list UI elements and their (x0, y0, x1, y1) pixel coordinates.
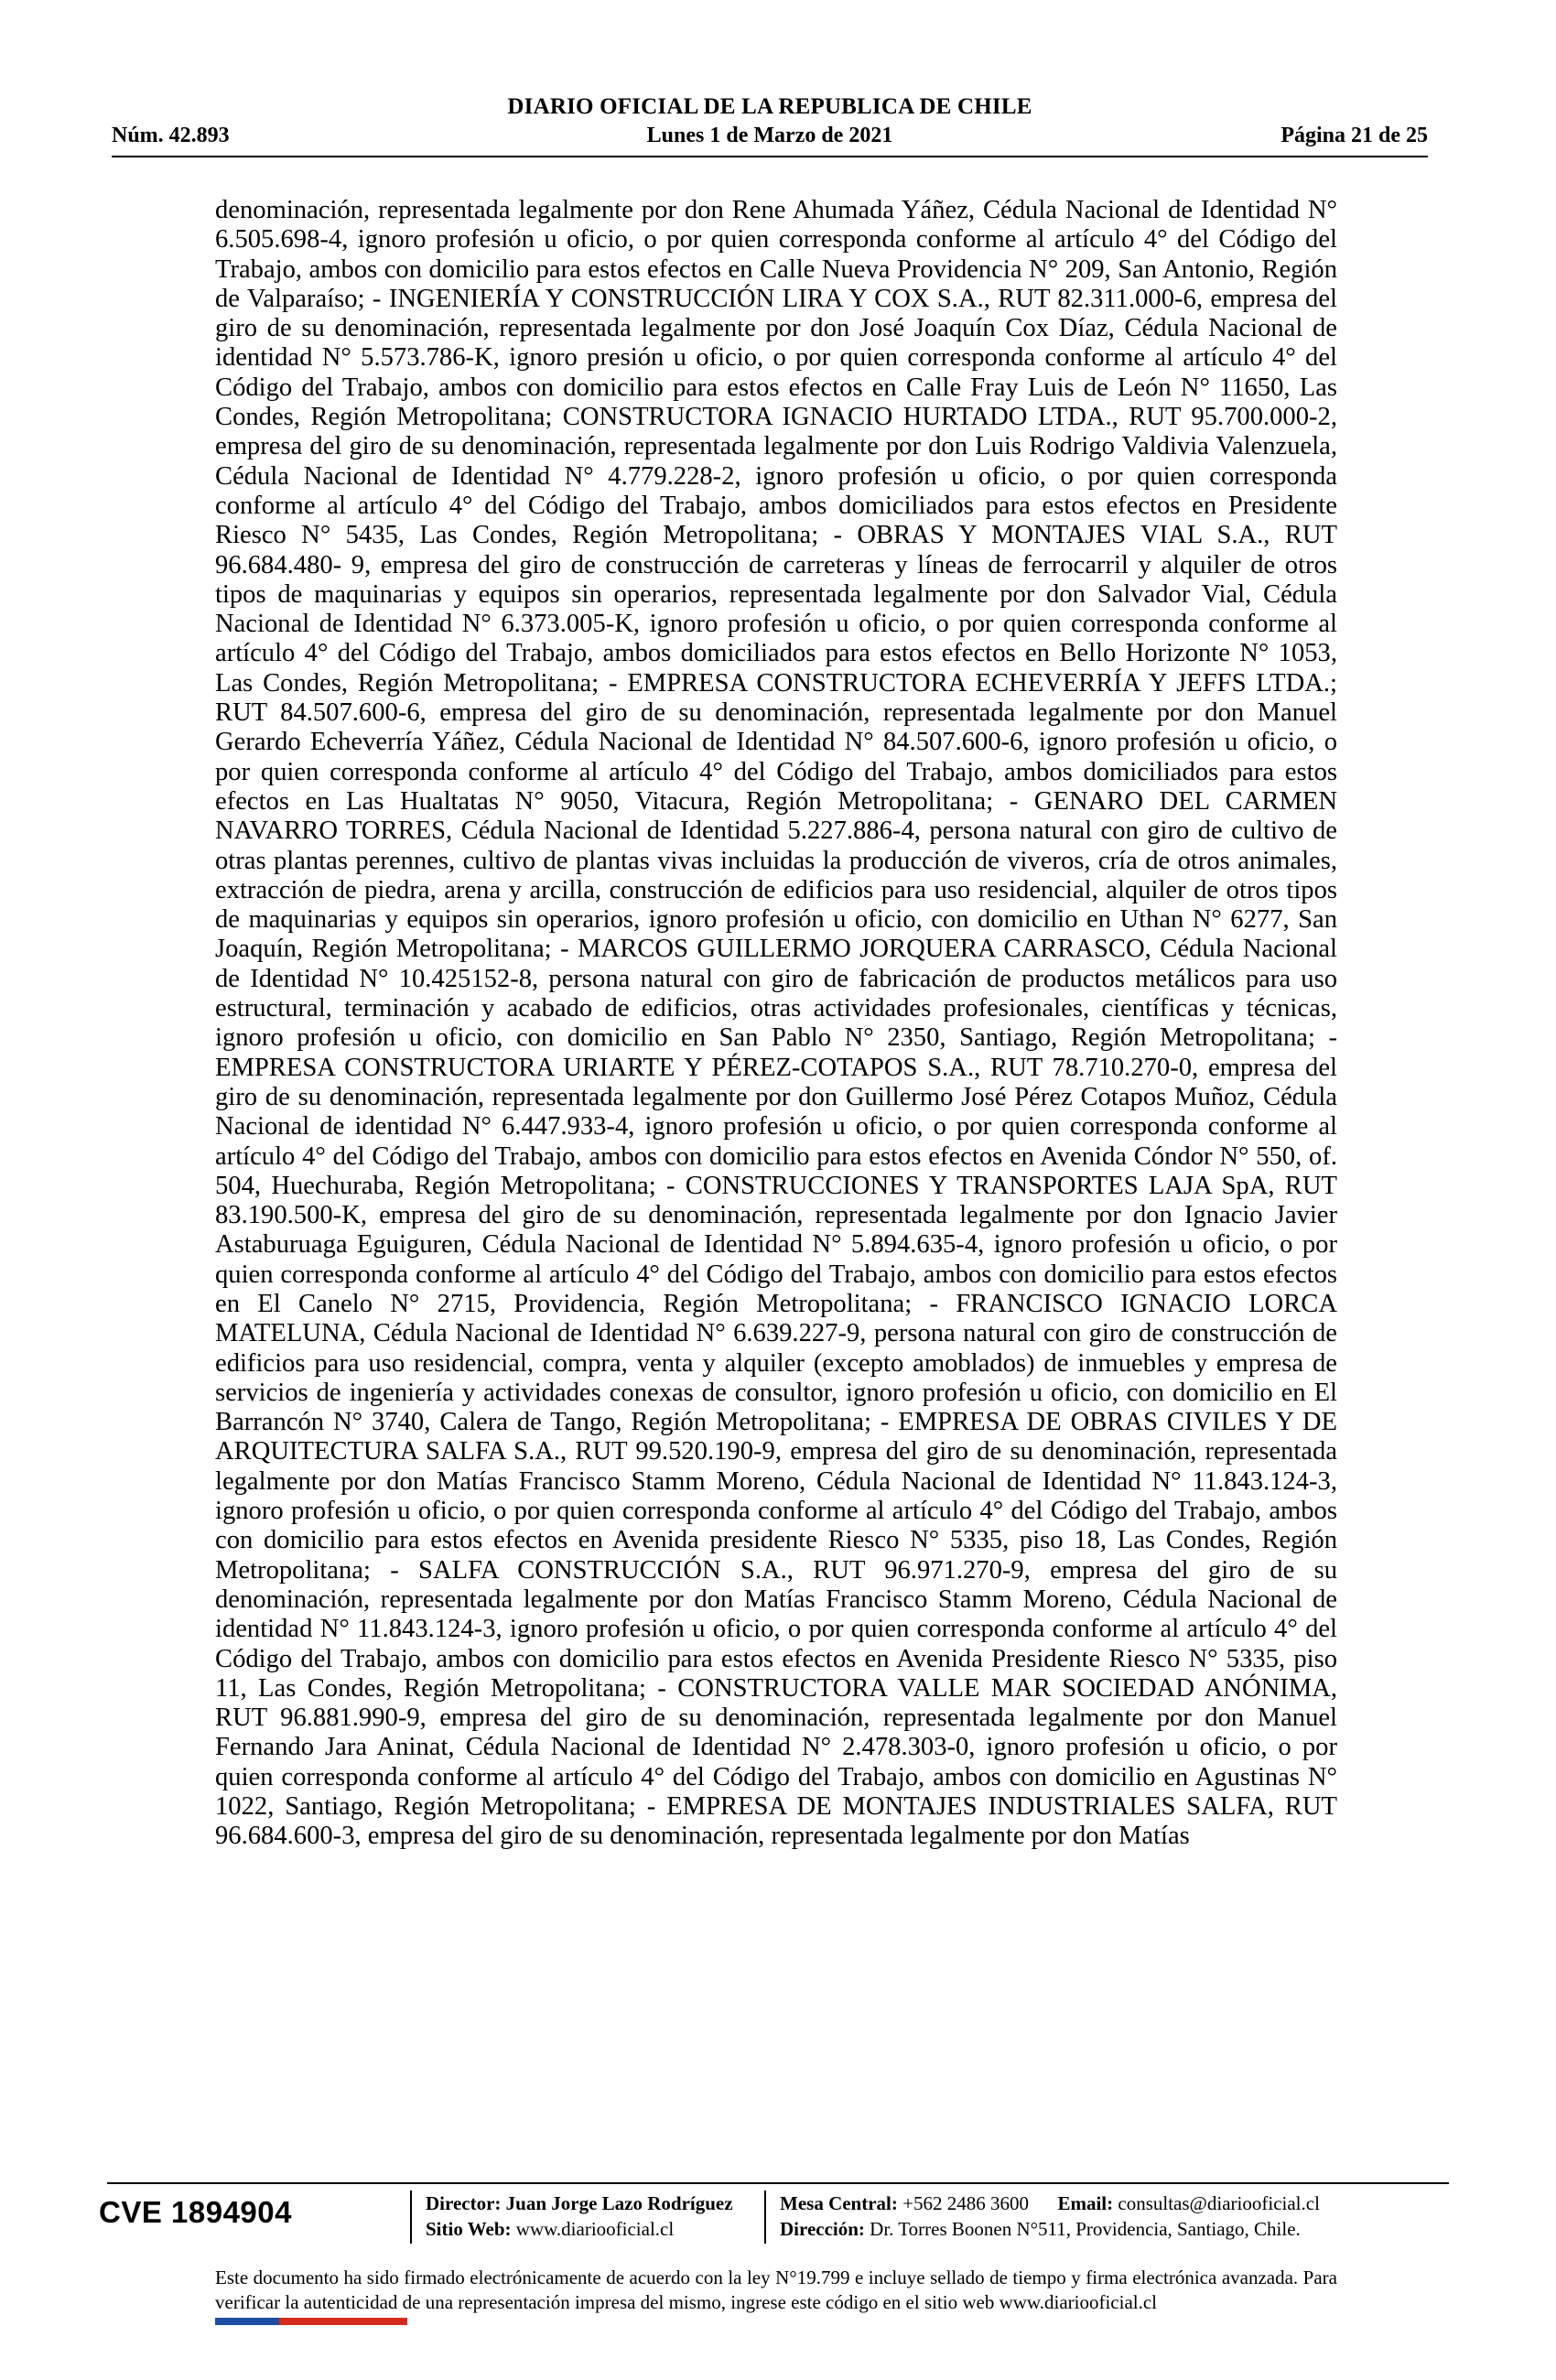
flag-blue-segment (215, 2318, 279, 2325)
footer-director-block (426, 2191, 733, 2242)
publication-title: DIARIO OFICIAL DE LA REPUBLICA DE CHILE (507, 94, 1032, 119)
footer-contact-block (780, 2191, 1320, 2242)
page-number: Página 21 de 25 (1280, 124, 1428, 147)
website-label: Sitio Web: (426, 2218, 512, 2240)
footer-separator-1 (410, 2191, 412, 2244)
director-line (426, 2191, 733, 2216)
email-label: Email: (1057, 2192, 1114, 2214)
flag-red-segment (279, 2318, 407, 2325)
address-label: Dirección: (780, 2218, 865, 2240)
phone-label: Mesa Central: (780, 2192, 898, 2214)
website-line (426, 2216, 733, 2242)
director-label: Director: (426, 2192, 502, 2214)
address-line (780, 2216, 1320, 2242)
document-body: denominación, representada legalmente por don Rene Ahumada Yáñez, Cédula Nacional de Identidad N° 6.505.698-4, ignoro profesión u oficio, o por quien corresponda conforme al artículo 4° del Código del Trabajo, ambos con domicilio para estos efectos en Calle Nueva Providencia N° 209, San Antonio, Región de Valparaíso; - INGENIERÍA Y CONSTRUCCIÓN LIRA Y COX S.A., RUT 82.311.000-6, empresa del giro de su denominación, representada legalmente por don José Joaquín Cox Díaz, Cédula Nacional de identidad N° 5.573.786-K, ignoro presión u oficio, o por quien corresponda conforme al artículo 4° del Código del Trabajo, ambos con domicilio para estos efectos en Calle Fray Luis de León N° 11650, Las Condes, Región Metropolitana; CONSTRUCTORA IGNACIO HURTADO LTDA., RUT 95.700.000-2, empresa del giro de su denominación, representada legalmente por don Luis Rodrigo Valdivia Valenzuela, Cédula Nacional de Identidad N° 4.779.228-2, ignoro profesión u oficio, o por quien corresponda conforme al artículo 4° del Código del Trabajo, ambos domiciliados para estos efectos en Presidente Riesco N° 5435, Las Condes, Región Metropolitana; - OBRAS Y MONTAJES VIAL S.A., RUT 96.684.480- 9, empresa del giro de construcción de carreteras y líneas de ferrocarril y alquiler de otros tipos de maquinarias y equipos sin operarios, representada legalmente por don Salvador Vial, Cédula Nacional de Identidad N° 6.373.005-K, ignoro profesión u oficio, o por quien corresponda conforme al artículo 4° del Código del Trabajo, ambos domiciliados para estos efectos en Bello Horizonte N° 1053, Las Condes, Región Metropolitana; - EMPRESA CONSTRUCTORA ECHEVERRÍA Y JEFFS LTDA.; RUT 84.507.600-6, empresa del giro de su denominación, representada legalmente por don Manuel Gerardo Echeverría Yáñez, Cédula Nacional de Identidad N° 84.507.600-6, ignoro profesión u oficio, o por quien corresponda conforme al artículo 4° del Código del Trabajo, ambos domiciliados para estos efectos en Las Hualtatas N° 9050, Vitacura, Región Metropolitana; - GENARO DEL CARMEN NAVARRO TORRES, Cédula Nacional de Identidad 5.227.886-4, persona natural con giro de cultivo de otras plantas perennes, cultivo de plantas vivas incluidas la producción de viveros, cría de otros animales, extracción de piedra, arena y arcilla, construcción de edificios para uso residencial, alquiler de otros tipos de maquinarias y equipos sin operarios, ignoro profesión u oficio, con domicilio en Uthan N° 6277, San Joaquín, Región Metropolitana; - MARCOS GUILLERMO JORQUERA CARRASCO, Cédula Nacional de Identidad N° 10.425152-8, persona natural con giro de fabricación de productos metálicos para uso estructural, terminación y acabado de edificios, otras actividades profesionales, científicas y técnicas, ignoro profesión u oficio, con domicilio en San Pablo N° 2350, Santiago, Región Metropolitana; - EMPRESA CONSTRUCTORA URIARTE Y PÉREZ-COTAPOS S.A., RUT 78.710.270-0, empresa del giro de su denominación, representada legalmente por don Guillermo José Pérez Cotapos Muñoz, Cédula Nacional de identidad N° 6.447.933-4, ignoro profesión u oficio, o por quien corresponda conforme al artículo 4° del Código del Trabajo, ambos con domicilio para estos efectos en Avenida Cóndor N° 550, of. 504, Huechuraba, Región Metropolitana; - CONSTRUCCIONES Y TRANSPORTES LAJA SpA, RUT 83.190.500-K, empresa del giro de su denominación, representada legalmente por don Ignacio Javier Astaburuaga Eguiguren, Cédula Nacional de Identidad N° 5.894.635-4, ignoro profesión u oficio, o por quien corresponda conforme al artículo 4° del Código del Trabajo, ambos con domicilio para estos efectos en El Canelo N° 2715, Providencia, Región Metropolitana; - FRANCISCO IGNACIO LORCA MATELUNA, Cédula Nacional de Identidad N° 6.639.227-9, persona natural con giro de construcción de edificios para uso residencial, compra, venta y alquiler (excepto amoblados) de inmuebles y empresa de servicios de ingeniería y actividades conexas de consultor, ignoro profesión u oficio, con domicilio en El Barrancón N° 3740, Calera de Tango, Región Metropolitana; - EMPRESA DE OBRAS CIVILES Y DE ARQUITECTURA SALFA S.A., RUT 99.520.190-9, empresa del giro de su denominación, representada legalmente por don Matías Francisco Stamm Moreno, Cédula Nacional de Identidad N° 11.843.124-3, ignoro profesión u oficio, o por quien corresponda conforme al artículo 4° del Código del Trabajo, ambos con domicilio para estos efectos en Avenida presidente Riesco N° 5335, piso 18, Las Condes, Región Metropolitana; - SALFA CONSTRUCCIÓN S.A., RUT 96.971.270-9, empresa del giro de su denominación, representada legalmente por don Matías Francisco Stamm Moreno, Cédula Nacional de identidad N° 11.843.124-3, ignoro profesión u oficio, o por quien corresponda conforme al artículo 4° del Código del Trabajo, ambos con domicilio para estos efectos en Avenida Presidente Riesco N° 5335, piso 11, Las Condes, Región Metropolitana; - CONSTRUCTORA VALLE MAR SOCIEDAD ANÓNIMA, RUT 96.881.990-9, empresa del giro de su denominación, representada legalmente por don Manuel Fernando Jara Aninat, Cédula Nacional de Identidad N° 2.478.303-0, ignoro profesión u oficio, o por quien corresponda conforme al artículo 4° del Código del Trabajo, ambos con domicilio en Agustinas N° 1022, Santiago, Región Metropolitana; - EMPRESA DE MONTAJES INDUSTRIALES SALFA, RUT 96.684.600-3, empresa del giro de su denominación, representada legalmente por don Matías (215, 196, 1337, 1851)
issue-number: Núm. 42.893 (112, 124, 230, 147)
chile-flag-stripe (215, 2318, 407, 2325)
page-header (112, 92, 1428, 156)
website-link[interactable]: www.diariooficial.cl (515, 2218, 675, 2240)
phone-value: +562 2486 3600 (902, 2192, 1029, 2214)
email-link[interactable]: consultas@diariooficial.cl (1118, 2192, 1320, 2214)
director-name: Juan Jorge Lazo Rodríguez (505, 2192, 733, 2214)
issue-date: Lunes 1 de Marzo de 2021 (646, 124, 893, 147)
signature-notice: Este documento ha sido firmado electrónicamente de acuerdo con la ley N°19.799 e incluye sellado de tiempo y firma electrónica avanzada. Para verificar la autenticidad de una representación impresa del mismo, ingrese este código en el sitio web www.diariooficial.cl (215, 2266, 1337, 2313)
contact-line (780, 2191, 1320, 2216)
address-value: Dr. Torres Boonen N°511, Providencia, Santiago, Chile. (870, 2218, 1301, 2240)
footer-divider (107, 2182, 1449, 2184)
header-divider (112, 156, 1428, 157)
header-meta-row (112, 124, 1428, 153)
footer-separator-2 (764, 2191, 766, 2244)
cve-code: CVE 1894904 (99, 2195, 292, 2229)
